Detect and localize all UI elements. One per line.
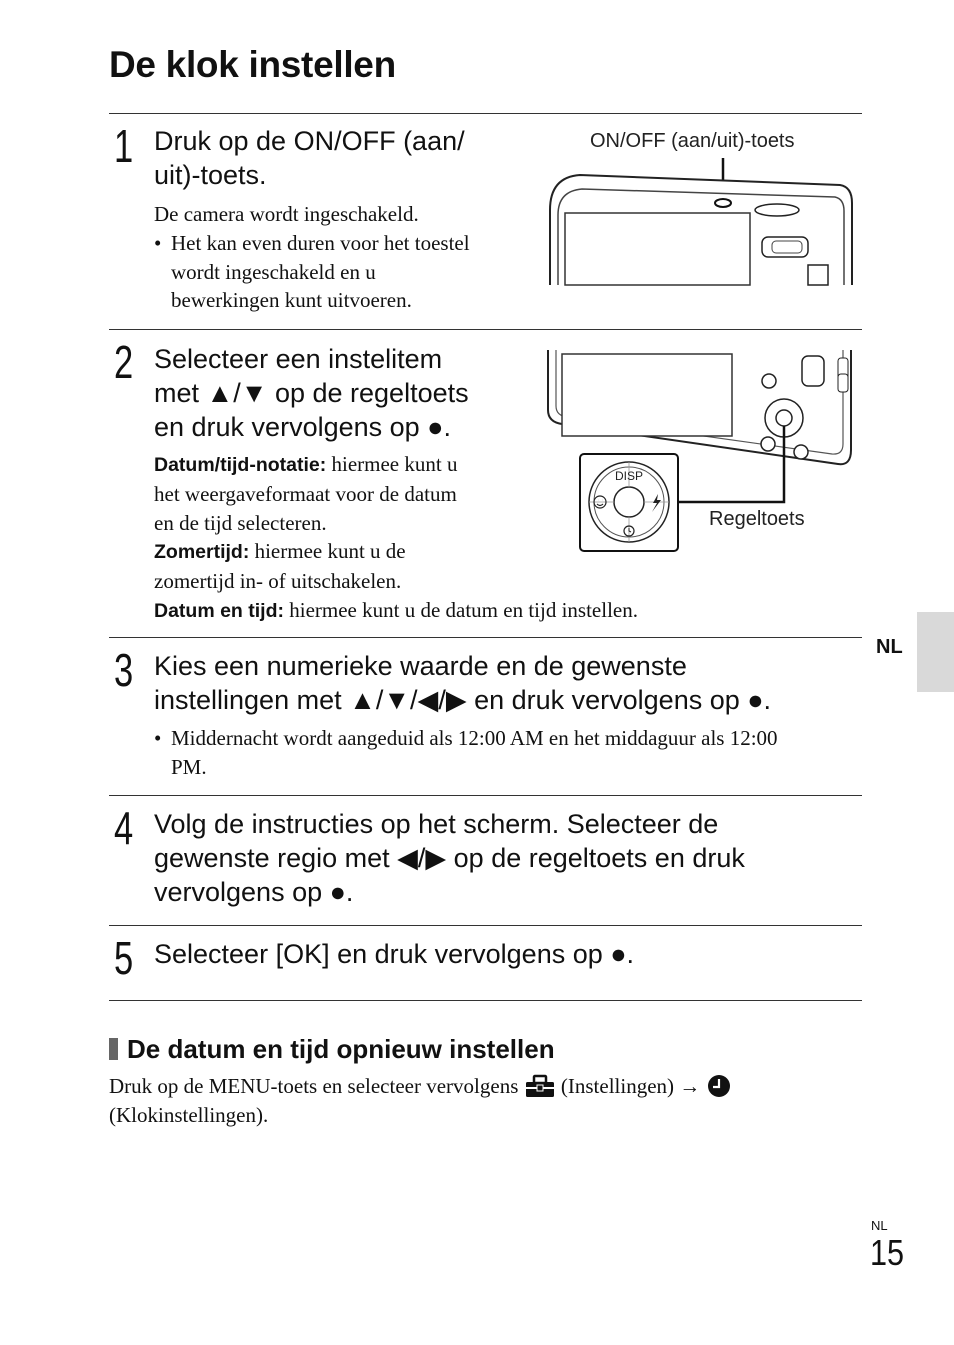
step-5-number: 5	[114, 932, 134, 984]
divider	[109, 925, 862, 926]
step-2-number: 2	[114, 336, 134, 388]
arrow-icon: →	[679, 1074, 701, 1098]
item-date-time: Datum en tijd: hiermee kunt u de datum en tijd instellen.	[154, 597, 638, 622]
step-1-number: 1	[114, 120, 134, 172]
on-off-callout: ON/OFF (aan/uit)-toets	[590, 130, 795, 152]
step-1-heading: Druk op de ON/OFF (aan/ uit)-toets.	[154, 126, 465, 190]
footer-language: NL	[871, 1218, 888, 1233]
step-4-heading: Volg de instructies op het scherm. Selecteer de gewenste regio met ◀/▶ op de regeltoets en druk vervolgens op ●.	[154, 809, 745, 907]
divider	[109, 637, 862, 638]
language-tab	[917, 612, 954, 692]
disp-label: DISP	[614, 469, 644, 483]
language-tab-label: NL	[876, 636, 903, 658]
page-number: 15	[870, 1232, 905, 1273]
step-3-body	[154, 724, 859, 782]
step-1-text: De camera wordt ingeschakeld.	[154, 202, 419, 226]
step-1-bullet: • Het kan even duren voor het toestel wordt ingeschakeld en u bewerkingen kunt uitvoeren.	[154, 229, 534, 315]
clock-icon	[706, 1074, 732, 1098]
item-daylight-saving: Zomertijd: hiermee kunt u de zomertijd in- of uitschakelen.	[154, 539, 406, 594]
divider	[109, 1000, 862, 1001]
step-3-heading: Kies een numerieke waarde en de gewenste instellingen met ▲/▼/◀/▶ en druk vervolgens op ●.	[154, 651, 772, 715]
divider	[109, 329, 862, 330]
step-3-number: 3	[114, 644, 134, 696]
subsection-body: Druk op de MENU-toets en selecteer vervolgens (Instellingen) → (Klokinstellingen).	[109, 1072, 849, 1130]
section-marker	[109, 1038, 118, 1060]
step-4-number: 4	[114, 802, 134, 854]
divider	[109, 113, 862, 114]
step-5-heading: Selecteer [OK] en druk vervolgens op ●.	[154, 939, 635, 969]
camera-top-illustration	[540, 155, 860, 290]
step-1-body	[154, 200, 534, 315]
item-date-format: Datum/tijd-notatie: hiermee kunt u het weergaveformaat voor de datum en de tijd selecteren.	[154, 452, 458, 535]
toolbox-icon	[524, 1074, 556, 1098]
control-button-callout: Regeltoets	[709, 508, 805, 530]
step-3-bullet: • Middernacht wordt aangeduid als 12:00 AM en het middaguur als 12:00 PM.	[154, 724, 859, 782]
camera-back-illustration	[540, 350, 860, 560]
page-title: De klok instellen	[109, 44, 396, 85]
divider	[109, 795, 862, 796]
subsection-title: De datum en tijd opnieuw instellen	[109, 1034, 555, 1065]
step-2-heading: Selecteer een instelitem met ▲/▼ op de regeltoets en druk vervolgens op ●.	[154, 344, 469, 442]
